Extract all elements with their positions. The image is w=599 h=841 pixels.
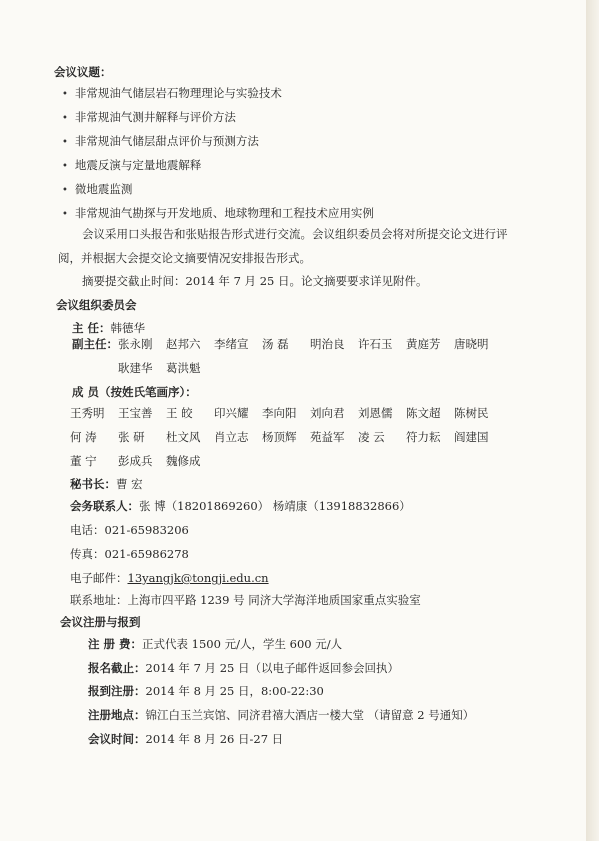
venue-row: 注册地点：锦江白玉兰宾馆、同济君禧大酒店一楼大堂 （请留意 2 号通知） bbox=[88, 708, 475, 722]
members-row: 何 涛 张 研 杜文风 肖立志 杨顶辉 苑益军 凌 云 符力耘 阎建国 bbox=[70, 430, 489, 444]
topics-heading: 会议议题： bbox=[54, 65, 112, 79]
committee-heading: 会议组织委员会 bbox=[56, 298, 137, 312]
paragraph: 阅，并根据大会提交论文摘要情况安排报告形式。 bbox=[58, 251, 311, 265]
secretary-row: 秘书长：曹 宏 bbox=[70, 477, 143, 491]
address-row: 联系地址：上海市四平路 1239 号 同济大学海洋地质国家重点实验室 bbox=[70, 593, 421, 607]
paragraph: 会议采用口头报告和张贴报告形式进行交流。会议组织委员会将对所提交论文进行评 bbox=[82, 227, 508, 241]
paragraph: 摘要提交截止时间：2014 年 7 月 25 日。论文摘要要求详见附件。 bbox=[82, 274, 428, 288]
bullet-icon: • bbox=[62, 185, 68, 196]
bullet-icon: • bbox=[62, 137, 68, 148]
topic-item: • 非常规油气储层岩石物理理论与实验技术 bbox=[62, 86, 282, 100]
topic-item: • 非常规油气勘探与开发地质、地球物理和工程技术应用实例 bbox=[62, 206, 374, 220]
members-row: 王秀明 王宝善 王 皎 印兴耀 李向阳 刘向君 刘恩儒 陈文超 陈树民 bbox=[70, 406, 489, 420]
deadline-row: 报名截止：2014 年 7 月 25 日（以电子邮件返回参会回执） bbox=[88, 661, 399, 675]
topic-item: • 微地震监测 bbox=[62, 182, 133, 196]
vice-chairs-cont: 耿建华 葛洪魁 bbox=[118, 361, 201, 375]
email-row: 电子邮件：13yangjk@tongji.edu.cn bbox=[70, 571, 269, 585]
fee-row: 注 册 费：正式代表 1500 元/人，学生 600 元/人 bbox=[88, 637, 343, 651]
contact-row: 会务联系人：张 博（18201869260） 杨靖康（13918832866） bbox=[70, 499, 411, 513]
topic-item: • 地震反演与定量地震解释 bbox=[62, 158, 202, 172]
vice-chairs: 张永刚 赵邦六 李绪宣 汤 磊 明治良 许石玉 黄庭芳 唐晓明 bbox=[118, 337, 489, 351]
fax-row: 传真：021-65986278 bbox=[70, 547, 189, 561]
page-edge bbox=[586, 0, 599, 841]
topic-item: • 非常规油气储层甜点评价与预测方法 bbox=[62, 134, 259, 148]
registration-heading: 会议注册与报到 bbox=[60, 615, 141, 629]
members-label: 成 员（按姓氏笔画序）： bbox=[72, 385, 197, 399]
bullet-icon: • bbox=[62, 113, 68, 124]
bullet-icon: • bbox=[62, 89, 68, 100]
vice-chairs-row: 副主任： bbox=[72, 337, 118, 351]
members-row: 董 宁 彭成兵 魏修成 bbox=[70, 454, 201, 468]
topic-item: • 非常规油气测井解释与评价方法 bbox=[62, 110, 236, 124]
chair-row: 主 任：韩德华 bbox=[72, 321, 146, 335]
bullet-icon: • bbox=[62, 161, 68, 172]
checkin-row: 报到注册：2014 年 8 月 25 日，8:00-22:30 bbox=[88, 684, 324, 698]
phone-row: 电话：021-65983206 bbox=[70, 523, 189, 537]
email-link[interactable]: 13yangjk@tongji.edu.cn bbox=[127, 571, 269, 585]
bullet-icon: • bbox=[62, 209, 68, 220]
meeting-time-row: 会议时间：2014 年 8 月 26 日-27 日 bbox=[88, 732, 284, 746]
